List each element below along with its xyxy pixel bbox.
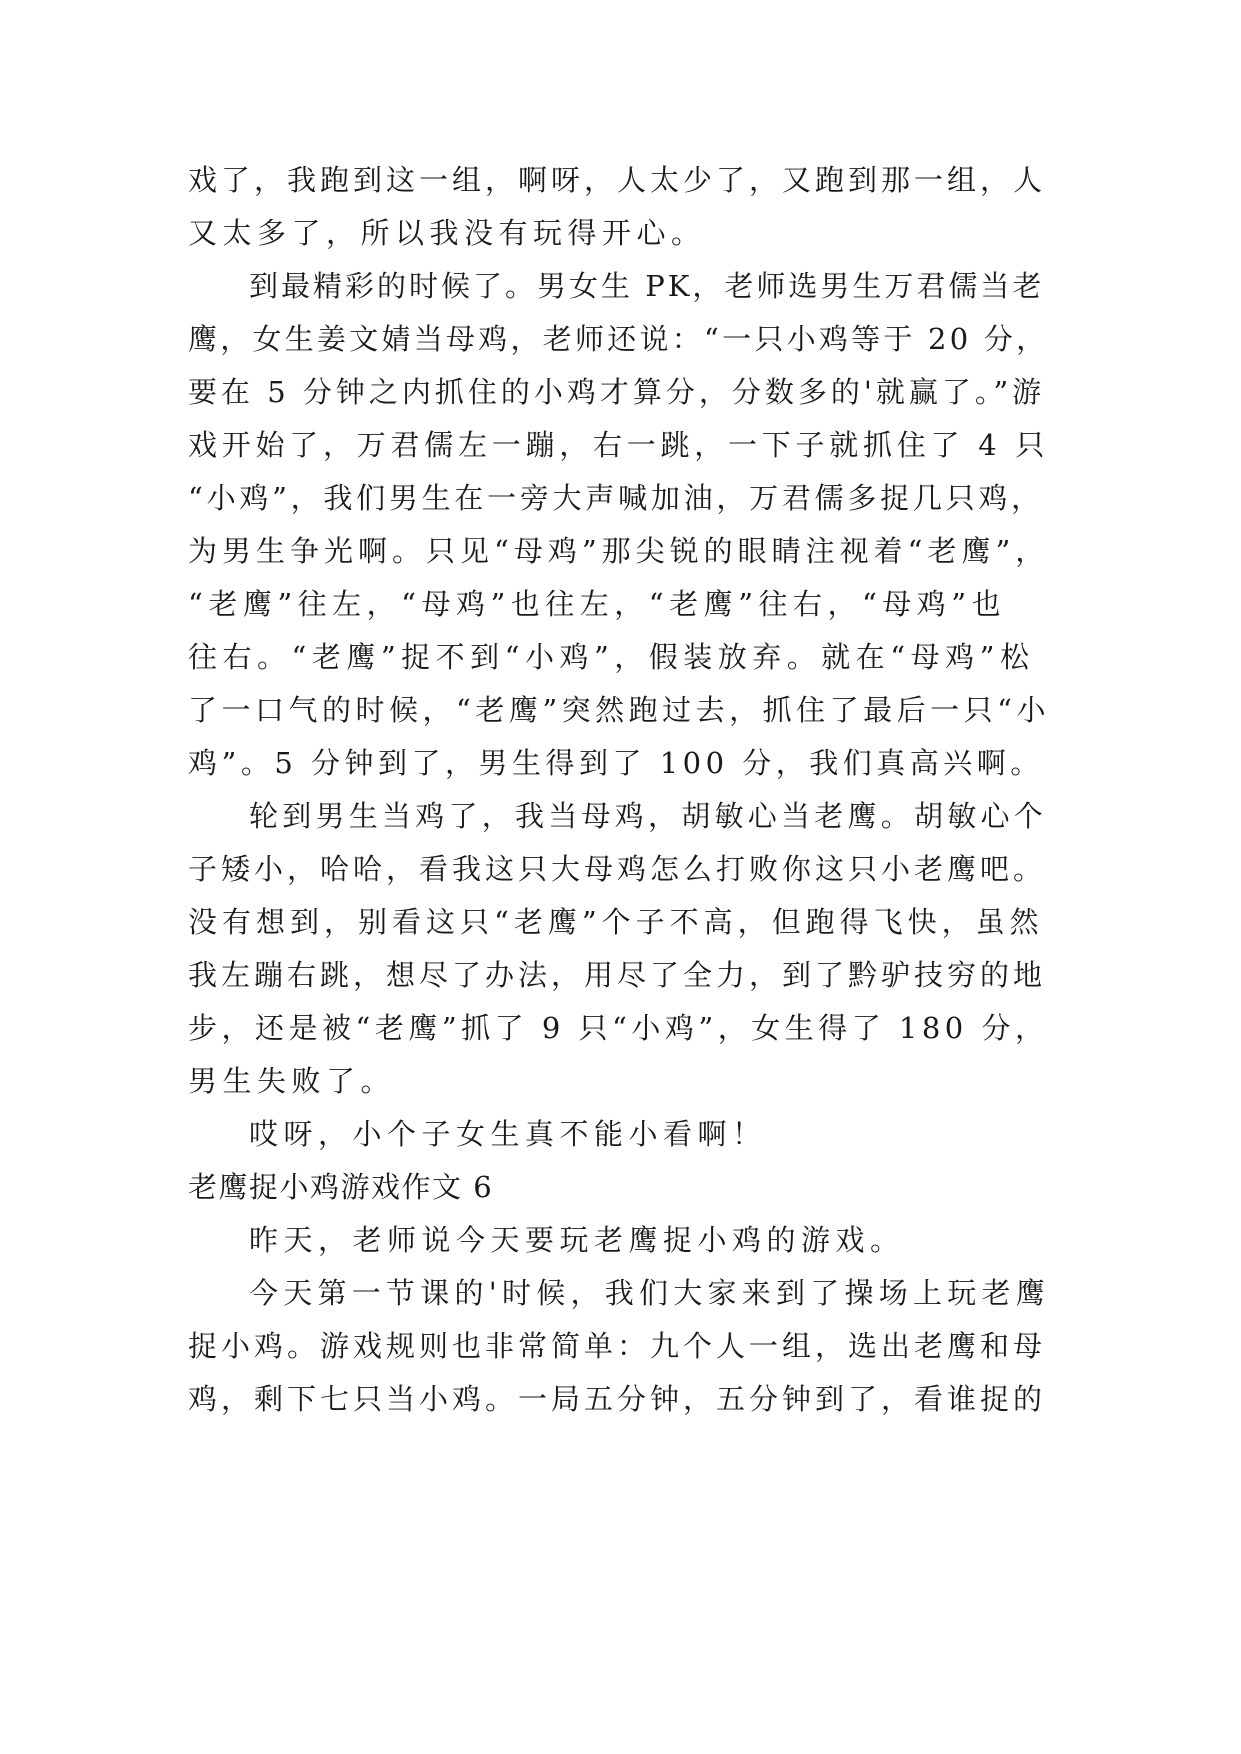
text-line: 往右。“老鹰”捉不到“小鸡”，假装放弃。就在“母鸡”松 bbox=[188, 640, 1035, 674]
text-line: 要在 5 分钟之内抓住的小鸡才算分，分数多的'就赢了。”游 bbox=[188, 375, 1046, 409]
paragraph-start-line: 哎呀，小个子女生真不能小看啊！ bbox=[249, 1117, 767, 1151]
text-line: 戏开始了，万君儒左一蹦，右一跳，一下子就抓住了 4 只 bbox=[188, 428, 1050, 462]
paragraph-start-line: 昨天，老师说今天要玩老鹰捉小鸡的游戏。 bbox=[249, 1223, 905, 1257]
text-line: “老鹰”往左，“母鸡”也往左，“老鹰”往右，“母鸡”也 bbox=[188, 587, 1007, 621]
text-line: 鹰，女生姜文婧当母鸡，老师还说：“一只小鸡等于 20 分， bbox=[188, 322, 1049, 356]
text-line: 了一口气的时候，“老鹰”突然跑过去，抓住了最后一只“小 bbox=[188, 693, 1050, 727]
text-line: 又太多了，所以我没有玩得开心。 bbox=[188, 216, 706, 250]
text-line: 为男生争光啊。只见“母鸡”那尖锐的眼睛注视着“老鹰”， bbox=[188, 534, 1050, 568]
section-heading: 老鹰捉小鸡游戏作文 6 bbox=[188, 1170, 494, 1204]
paragraph-start-line: 轮到男生当鸡了，我当母鸡，胡敏心当老鹰。胡敏心个 bbox=[249, 799, 1048, 833]
text-line: 鸡”。5 分钟到了，男生得到了 100 分，我们真高兴啊。 bbox=[188, 746, 1044, 780]
text-line: 没有想到，别看这只“老鹰”个子不高，但跑得飞快，虽然 bbox=[188, 905, 1044, 939]
text-line: 步，还是被“老鹰”抓了 9 只“小鸡”，女生得了 180 分， bbox=[188, 1011, 1049, 1045]
text-line: 子矮小，哈哈，看我这只大母鸡怎么打败你这只小老鹰吧。 bbox=[188, 852, 1047, 886]
paragraph-start-line: 到最精彩的时候了。男女生 PK，老师选男生万君儒当老 bbox=[249, 269, 1045, 303]
text-line: 戏了，我跑到这一组，啊呀，人太少了，又跑到那一组，人 bbox=[188, 163, 1047, 197]
paragraph-start-line: 今天第一节课的'时候，我们大家来到了操场上玩老鹰 bbox=[249, 1276, 1050, 1310]
text-line: 男生失败了。 bbox=[188, 1064, 396, 1098]
text-line: 鸡，剩下七只当小鸡。一局五分钟，五分钟到了，看谁捉的 bbox=[188, 1382, 1047, 1416]
text-line: 捉小鸡。游戏规则也非常简单：九个人一组，选出老鹰和母 bbox=[188, 1329, 1047, 1363]
text-line: “小鸡”，我们男生在一旁大声喊加油，万君儒多捉几只鸡， bbox=[188, 481, 1044, 515]
text-line: 我左蹦右跳，想尽了办法，用尽了全力，到了黔驴技穷的地 bbox=[188, 958, 1047, 992]
